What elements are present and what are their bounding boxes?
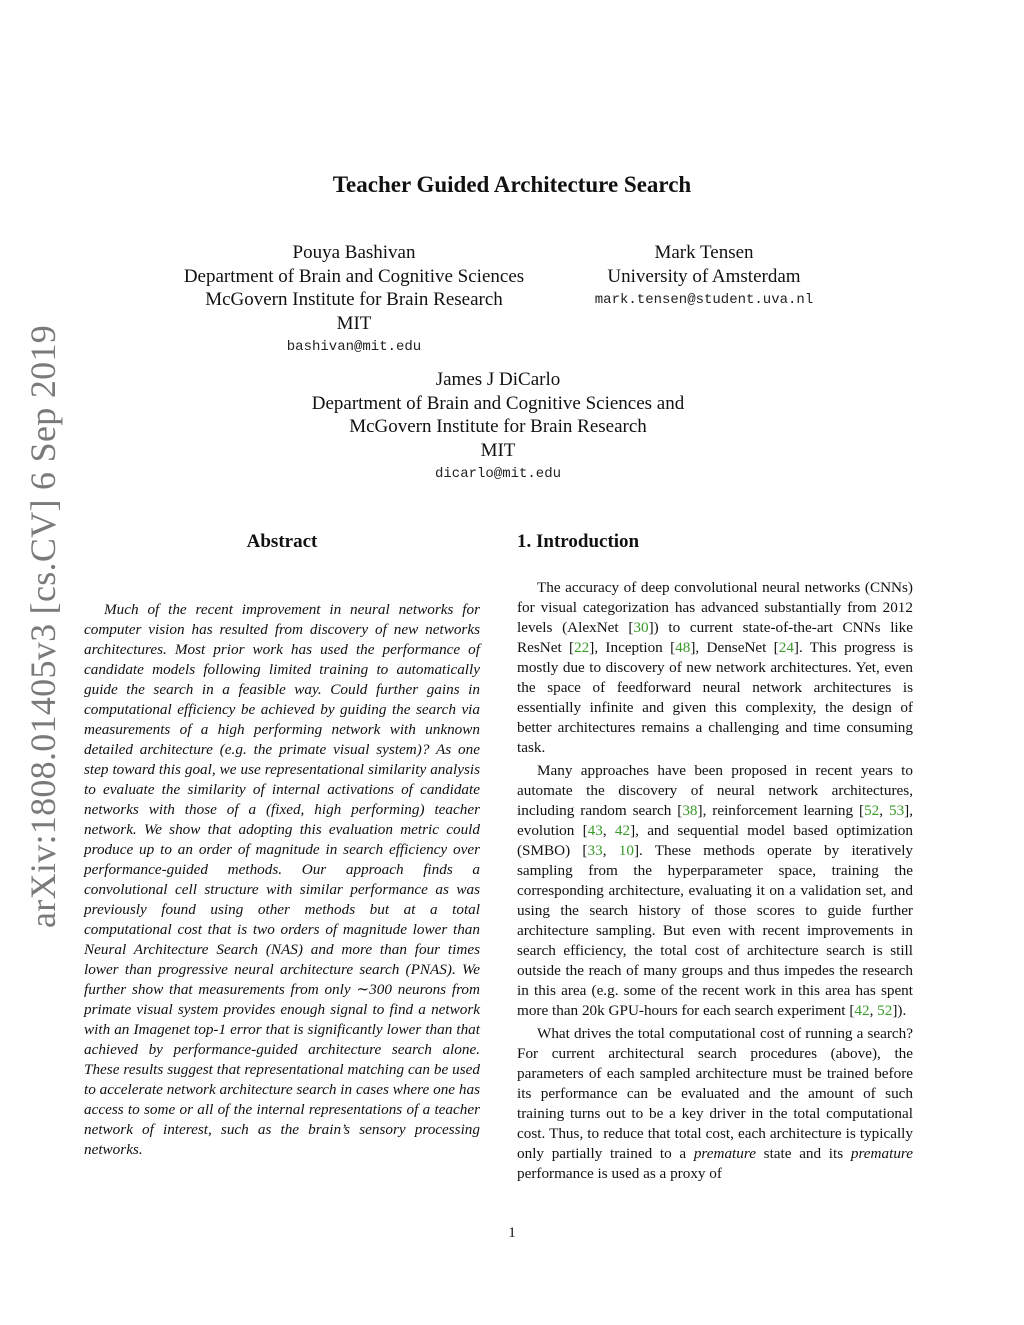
author-block-bashivan xyxy=(150,241,558,357)
paper-title: Teacher Guided Architecture Search xyxy=(332,172,692,197)
introduction-heading: 1. Introduction xyxy=(517,531,640,552)
introduction-column xyxy=(517,530,913,1187)
paragraph-text: , xyxy=(602,842,619,859)
paragraph-text: ], DenseNet [ xyxy=(690,639,779,656)
author-email[interactable]: dicarlo@mit.edu xyxy=(434,466,562,482)
author-affiliation: McGovern Institute for Brain Research xyxy=(205,289,503,310)
introduction-body xyxy=(517,578,913,1184)
citation-link[interactable]: 52 xyxy=(864,802,880,819)
author-name: Pouya Bashivan xyxy=(292,242,416,263)
paragraph-text: The accuracy of deep convolutional neural networks (CNNs) for visual categorization has advanced substantially from 2012 levels (AlexNet [ xyxy=(517,579,913,636)
paragraph-text: ]) to current state-of-the-art CNNs like ResNet [ xyxy=(517,619,913,656)
citation-link[interactable]: 22 xyxy=(574,639,590,656)
emphasized-text: premature xyxy=(693,1145,756,1162)
author-block-tensen xyxy=(560,241,848,310)
arxiv-identifier: arXiv:1808.01405v3 [cs.CV] 6 Sep 2019 xyxy=(23,324,63,928)
citation-link[interactable]: 10 xyxy=(618,842,634,859)
intro-paragraph xyxy=(517,1024,913,1184)
paragraph-text: ], and sequential model based optimization (SMBO) [ xyxy=(517,822,913,859)
paragraph-text: , xyxy=(869,1002,878,1019)
page-number: 1 xyxy=(508,1225,516,1241)
citation-link[interactable]: 42 xyxy=(614,822,631,839)
paragraph-text: performance is used as a proxy of xyxy=(517,1165,722,1182)
intro-paragraph xyxy=(517,761,913,1021)
paragraph-text: What drives the total computational cost of running a search? For current architectural search procedures (above), the parameters of each sampled architecture must be trained before its performance can be evaluated and the amount of such training turns out to be a key driver in the total computational cost. Thus, to reduce that total cost, each architecture is typically only partially trained to a xyxy=(517,1025,913,1162)
paragraph-text: state and its xyxy=(755,1145,851,1162)
author-affiliation: University of Amsterdam xyxy=(607,265,801,287)
citation-link[interactable]: 30 xyxy=(633,619,649,636)
abstract-column xyxy=(84,530,480,1160)
abstract-text: Much of the recent improvement in neural networks for computer vision has resulted from discovery of new networks architectures. Most prior work has used the performance of candidate models following limited training to automatically guide the search in a feasible way. Could further gains in computational efficiency be achieved by guiding the search via measurements of a high performing network with unknown detailed architecture (e.g. the primate visual system)? As one step toward this goal, we use representational similarity analysis to evaluate the similarity of internal activations of candidate networks with those of a (fixed, high performing) teacher network. We show that adopting this evaluation metric could produce up to an order of magnitude in search efficiency over performance-guided methods. Our approach finds a convolutional cell structure with similar performance as was previously found using other methods but at a total computational cost that is two orders of magnitude lower than Neural Architecture Search (NAS) and more than four times lower than progressive neural architecture search (PNAS). We further show that measurements from only ∼300 neurons from primate visual system provides enough signal to find a network with an Imagenet top-1 error that is significantly lower than that achieved by performance-guided architecture search alone. These results suggest that representational matching can be used to accelerate network architecture search in cases where one has access to some or all of the internal representations of a teacher network of interest, such as the brain’s sensory processing networks. xyxy=(84,601,480,1158)
intro-paragraph xyxy=(517,578,913,758)
paragraph-text: ], Inception [ xyxy=(589,639,676,656)
abstract-heading: Abstract xyxy=(246,531,318,552)
author-affiliation: Department of Brain and Cognitive Sciences xyxy=(183,265,525,287)
author-name: James J DiCarlo xyxy=(435,369,561,390)
paragraph-text: ], reinforcement learning [ xyxy=(697,802,865,819)
citation-link[interactable]: 24 xyxy=(778,639,794,656)
citation-link[interactable]: 52 xyxy=(877,1002,893,1019)
paragraph-text: ]). xyxy=(892,1002,907,1019)
citation-link[interactable]: 38 xyxy=(682,802,698,819)
paragraph-text: Many approaches have been proposed in recent years to automate the discovery of neural network architectures, including random search [ xyxy=(517,762,913,819)
author-email[interactable]: bashivan@mit.edu xyxy=(286,339,422,355)
author-affiliation: Department of Brain and Cognitive Sciences and xyxy=(311,392,685,414)
citation-link[interactable]: 42 xyxy=(854,1002,870,1019)
author-affiliation: MIT xyxy=(480,439,516,461)
paragraph-text: ]. This progress is mostly due to discovery of new network architectures. Yet, even the space of feedforward neural network architectures is essentially infinite and given this complexity, the design of better architectures remains a challenging and time consuming task. xyxy=(517,639,913,756)
paragraph-text: ]. These methods operate by iteratively sampling from the hyperparameter space, training the corresponding architecture, evaluating it on a validation set, and using the search history of those scores to guide further architecture sampling. But even with recent improvements in search efficiency, the total cost of architecture search is still outside the reach of many groups and thus impedes the research in this area (e.g. some of the recent work in this area has spent more than 20k GPU-hours for each search experiment [ xyxy=(517,842,914,1019)
author-affiliation: MIT xyxy=(336,312,372,334)
citation-link[interactable]: 48 xyxy=(675,639,691,656)
paragraph-text: , xyxy=(879,802,889,819)
author-affiliation: McGovern Institute for Brain Research xyxy=(349,416,647,437)
citation-link[interactable]: 53 xyxy=(888,802,905,819)
paragraph-text: ], evolution [ xyxy=(517,802,914,839)
author-name: Mark Tensen xyxy=(654,242,754,263)
emphasized-text: premature xyxy=(850,1145,914,1162)
paragraph-text: , xyxy=(602,822,615,839)
author-email[interactable]: mark.tensen@student.uva.nl xyxy=(594,292,814,308)
author-block-dicarlo xyxy=(248,368,748,484)
citation-link[interactable]: 43 xyxy=(587,822,603,839)
citation-link[interactable]: 33 xyxy=(587,842,603,859)
